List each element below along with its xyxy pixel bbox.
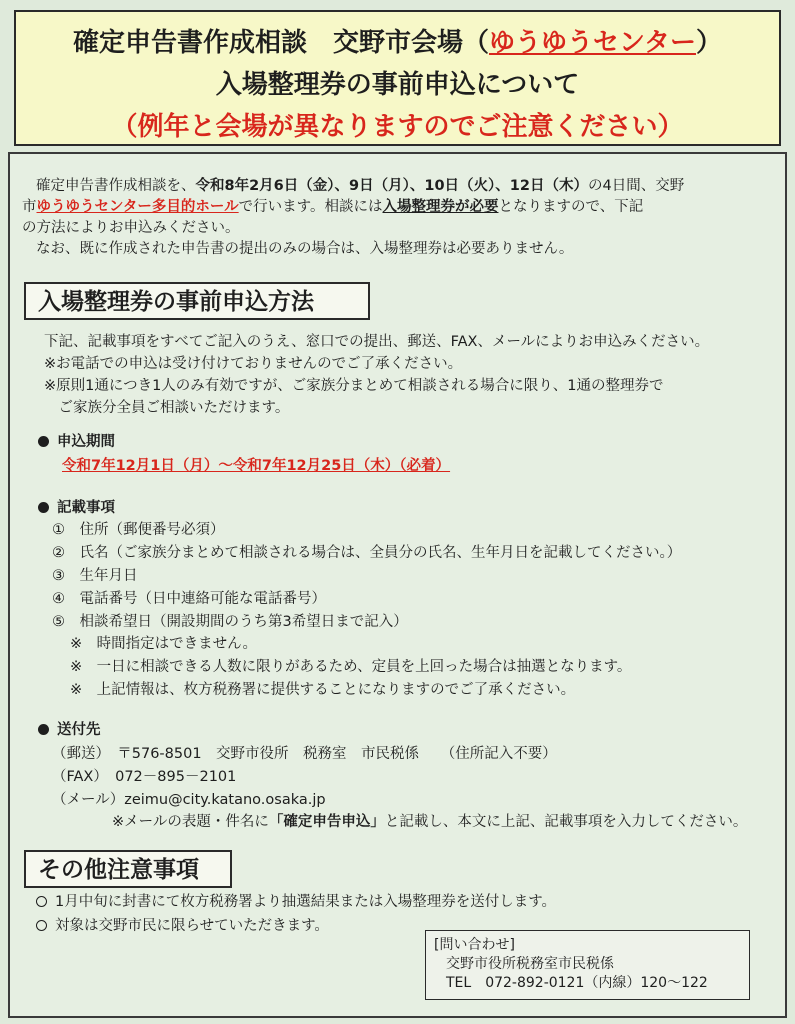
- intro-line3: の方法によりお申込みください。: [22, 220, 240, 236]
- notes-item: 1月中旬に封書にて枚方税務署より抽選結果または入場整理券を送付します。: [36, 892, 556, 912]
- entry-item: ② 氏名（ご家族分まとめて相談される場合は、全員分の氏名、生年月日を記載してください。）: [52, 545, 682, 561]
- period-heading: 申込期間: [38, 432, 115, 452]
- dest-mail: （メール）zeimu@city.katano.osaka.jp: [52, 792, 326, 808]
- entry-item: ① 住所（郵便番号必須）: [52, 522, 225, 538]
- contact-title: [問い合わせ]: [434, 937, 515, 953]
- contact-box: [425, 930, 750, 1000]
- section-title-application: 入場整理券の事前申込方法: [24, 282, 370, 320]
- bullet-icon: [38, 724, 49, 735]
- period-value: 令和7年12月1日（月）～令和7年12月25日（木）（必着）: [62, 458, 451, 474]
- circle-bullet-icon: [36, 896, 47, 907]
- contact-org: 交野市役所税務室市民税係: [446, 956, 614, 972]
- section-title-notes: その他注意事項: [24, 850, 232, 888]
- dest-fax: （FAX） 072－895－2101: [52, 769, 237, 785]
- venue-name: ゆうゆうセンター: [489, 28, 696, 58]
- dest-post: （郵送） 〒576-8501 交野市役所 税務室 市民税係 （住所記入不要）: [52, 746, 557, 762]
- circle-bullet-icon: [36, 920, 47, 931]
- entry-item: ④ 電話番号（日中連絡可能な電話番号）: [52, 591, 326, 607]
- items-heading: 記載事項: [38, 498, 115, 518]
- intro-line2: 市ゆうゆうセンター多目的ホールで行います。相談には入場整理券が必要となりますので、下記: [22, 199, 644, 215]
- contact-tel: TEL 072-892-0121（内線）120～122: [446, 975, 708, 991]
- s1-line: 下記、記載事項をすべてご記入のうえ、窓口での提出、郵送、FAX、メールによりお申込みください。: [44, 334, 710, 350]
- bullet-icon: [38, 436, 49, 447]
- dest-heading: 送付先: [38, 720, 101, 740]
- notes-item: 対象は交野市民に限らせていただきます。: [36, 916, 329, 936]
- bullet-icon: [38, 502, 49, 513]
- mail-note: ※メールの表題・件名に「確定申告申込」と記載し、本文に上記、記載事項を入力してください。: [112, 814, 748, 830]
- s1-line: ※お電話での申込は受け付けておりませんのでご了承ください。: [44, 356, 463, 372]
- header-warning: （例年と会場が異なりますのでご注意ください）: [111, 112, 684, 142]
- intro-line4: なお、既に作成された申告書の提出のみの場合は、入場整理券は必要ありません。: [36, 241, 574, 257]
- s1-line: ※原則1通につき1人のみ有効ですが、ご家族分まとめて相談される場合に限り、1通の整理券で: [44, 378, 664, 394]
- notice-header: [14, 10, 781, 146]
- entry-note: ※ 上記情報は、枚方税務署に提供することになりますのでご了承ください。: [70, 682, 576, 698]
- entry-item: ③ 生年月日: [52, 568, 138, 584]
- header-title-line1: 確定申告書作成相談 交野市会場（ゆうゆうセンター）: [73, 28, 722, 58]
- main-panel: [8, 152, 787, 1018]
- entry-note: ※ 一日に相談できる人数に限りがあるため、定員を上回った場合は抽選となります。: [70, 659, 632, 675]
- header-title-line2: 入場整理券の事前申込について: [215, 70, 580, 100]
- s1-line: ご家族分全員ご相談いただけます。: [44, 400, 290, 416]
- entry-item: ⑤ 相談希望日（開設期間のうち第3希望日まで記入）: [52, 614, 408, 630]
- entry-note: ※ 時間指定はできません。: [70, 636, 258, 652]
- intro-line1: 確定申告書作成相談を、令和8年2月6日（金）、9日（月）、10日（火）、12日（木）の4日間、交野: [36, 178, 685, 194]
